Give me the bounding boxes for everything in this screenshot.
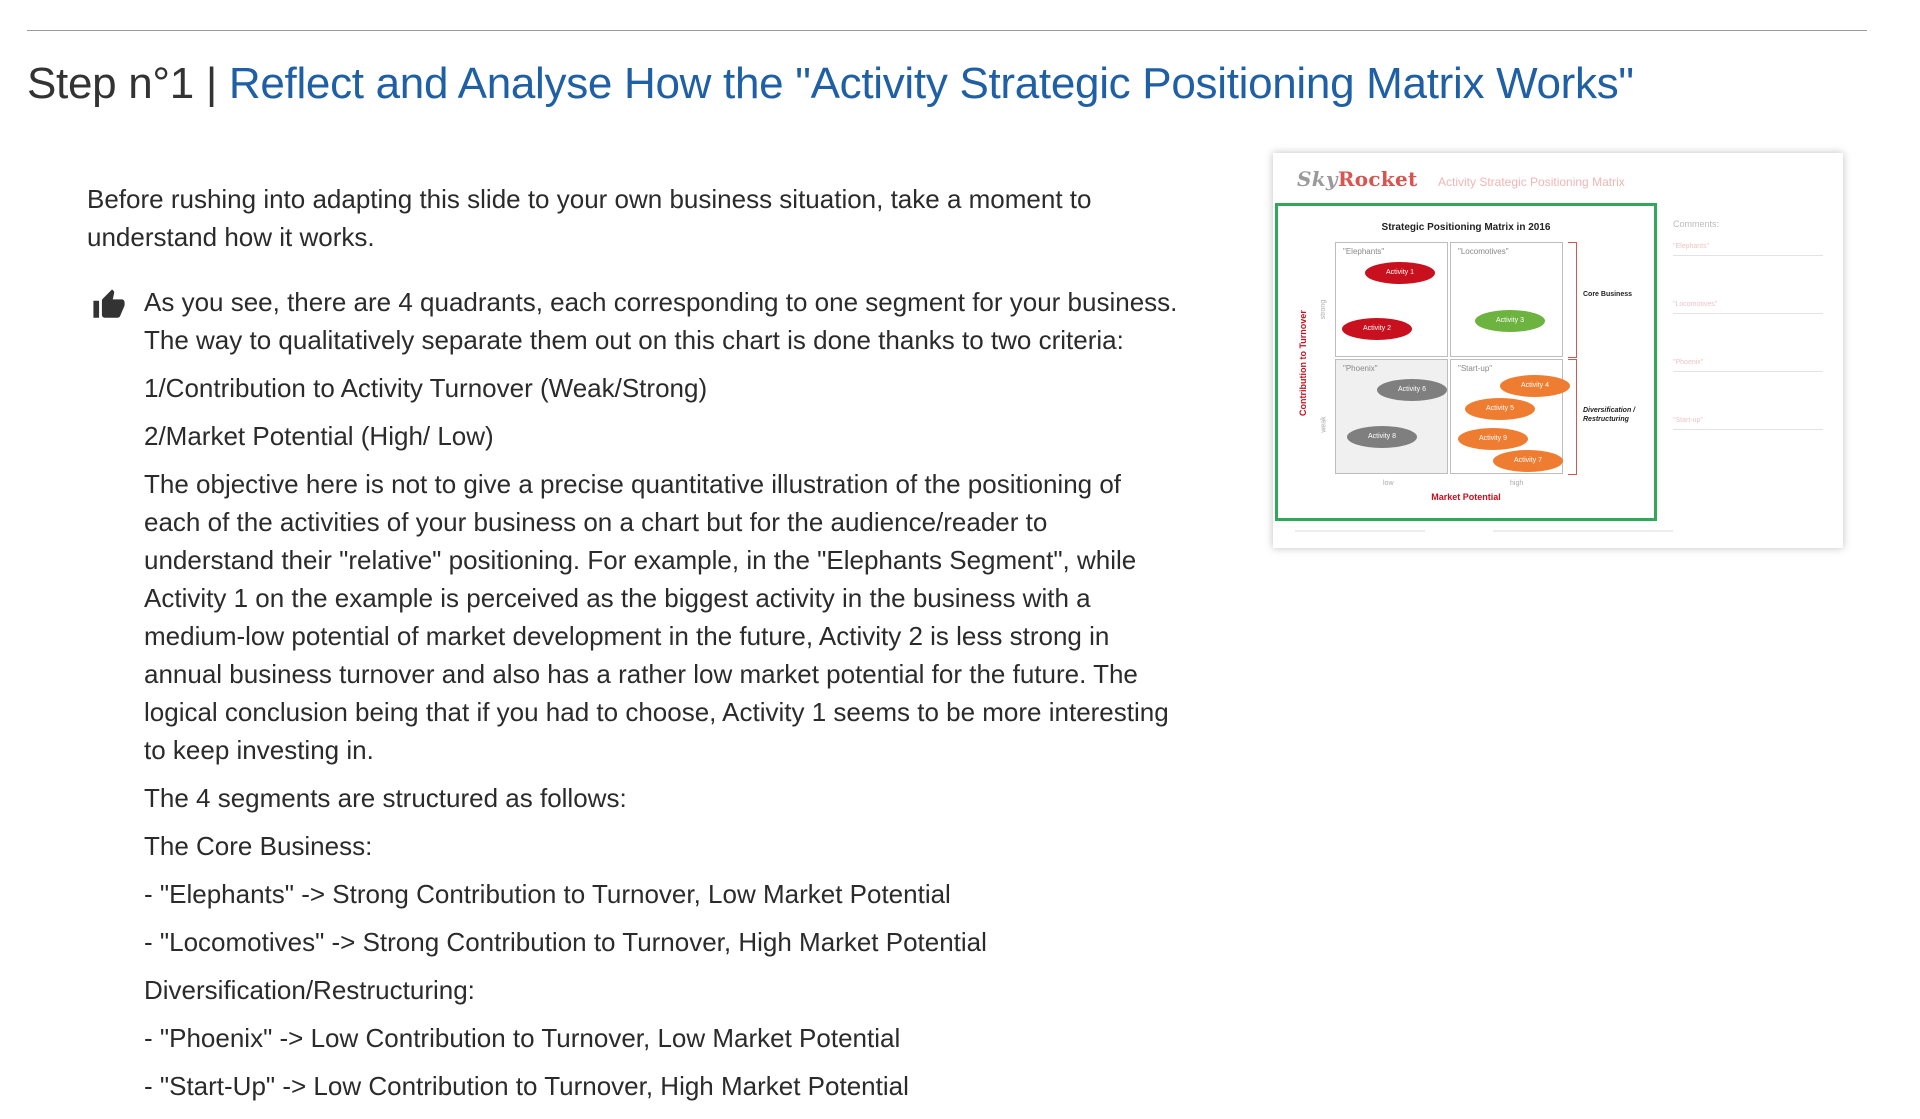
activity-bubble: Activity 3 — [1475, 310, 1545, 332]
footer-bar — [1493, 530, 1673, 532]
slide-header-title: Activity Strategic Positioning Matrix — [1438, 175, 1625, 189]
matrix-grid — [1335, 242, 1563, 475]
core-item-locomotives: - "Locomotives" -> Strong Contribution to Turnover, High Market Potential — [144, 927, 987, 957]
x-axis-label: Market Potential — [1431, 492, 1501, 502]
comment-divider — [1673, 371, 1823, 372]
activity-bubble: Activity 7 — [1493, 450, 1563, 472]
thumbs-up-icon — [92, 288, 126, 322]
skyrocket-logo: SkyRocket — [1297, 167, 1418, 191]
y-axis-label: Contribution to Turnover — [1298, 310, 1308, 416]
core-item-elephants: - "Elephants" -> Strong Contribution to Turnover, Low Market Potential — [144, 879, 951, 909]
step-label: Step n°1 — [27, 59, 194, 108]
div-item-phoenix: - "Phoenix" -> Low Contribution to Turnover, Low Market Potential — [144, 1023, 901, 1053]
comment-divider — [1673, 255, 1823, 256]
title-text: Reflect and Analyse How the "Activity Strategic Positioning Matrix Works" — [228, 59, 1634, 108]
segments-intro: The 4 segments are structured as follows: — [144, 783, 627, 813]
explanation-body — [144, 283, 1184, 1115]
comments-heading: Comments: — [1673, 219, 1720, 229]
activity-bubble: Activity 5 — [1465, 398, 1535, 420]
activity-bubble: Activity 1 — [1365, 262, 1435, 284]
criteria-1: 1/Contribution to Activity Turnover (Weak/Strong) — [144, 373, 708, 403]
quadrant-startup: "Start-up" — [1450, 359, 1563, 474]
matrix-title: Strategic Positioning Matrix in 2016 — [1381, 222, 1551, 233]
comment-divider — [1673, 429, 1823, 430]
footer-bar — [1295, 530, 1425, 532]
objective-paragraph: The objective here is not to give a precise quantitative illustration of the positioning of each of the activities of your business on a chart but for the audience/reader to understand their "relative" positioning. For example, in the "Elephants Segment", while Activity 1 on the example is perceived as the biggest activity in the business with a medium-low potential of market development in the future, Activity 2 is less strong in annual business turnover and also has a rather low market potential for the future. The logical conclusion being that if you had to choose, Activity 1 seems to be more interesting to keep investing in. — [144, 469, 1169, 765]
activity-bubble: Activity 4 — [1500, 375, 1570, 397]
matrix-frame — [1275, 203, 1657, 521]
intro-paragraph: Before rushing into adapting this slide to your own business situation, take a moment to understand how it works. — [87, 184, 1092, 252]
activity-bubble: Activity 6 — [1377, 379, 1447, 401]
quadrant-phoenix: "Phoenix" — [1335, 359, 1448, 474]
comment-label: "Start-up" — [1673, 417, 1703, 424]
activity-bubble: Activity 2 — [1342, 318, 1412, 340]
comment-label: "Phoenix" — [1673, 359, 1704, 366]
page-title — [27, 55, 1634, 113]
activity-bubble: Activity 9 — [1458, 428, 1528, 450]
comment-label: "Locomotives" — [1673, 301, 1718, 308]
top-divider — [27, 30, 1867, 31]
core-business-heading: The Core Business: — [144, 831, 373, 861]
core-business-label: Core Business — [1583, 291, 1633, 298]
comment-divider — [1673, 313, 1823, 314]
diversification-bracket — [1568, 359, 1577, 475]
y-weak-label: weak — [1320, 416, 1328, 433]
activity-bubble: Activity 8 — [1347, 426, 1417, 448]
title-separator: | — [193, 59, 229, 108]
diversification-heading: Diversification/Restructuring: — [144, 975, 475, 1005]
criteria-2: 2/Market Potential (High/ Low) — [144, 421, 494, 451]
quadrant-elephants: "Elephants" — [1335, 242, 1448, 357]
quadrants-paragraph: As you see, there are 4 quadrants, each corresponding to one segment for your business. The way to qualitatively separate them out on this chart is done thanks to two criteria: — [144, 287, 1178, 355]
x-low-label: low — [1383, 480, 1394, 487]
comment-label: "Elephants" — [1673, 243, 1710, 250]
slide-preview-image — [1273, 153, 1843, 548]
diversification-label: Diversification / Restructuring — [1583, 407, 1636, 423]
div-item-startup: - "Start-Up" -> Low Contribution to Turnover, High Market Potential — [144, 1071, 909, 1101]
x-high-label: high — [1510, 480, 1524, 487]
core-bracket — [1568, 242, 1577, 358]
y-strong-label: strong — [1320, 299, 1328, 320]
quadrant-locomotives: "Locomotives" — [1450, 242, 1563, 357]
